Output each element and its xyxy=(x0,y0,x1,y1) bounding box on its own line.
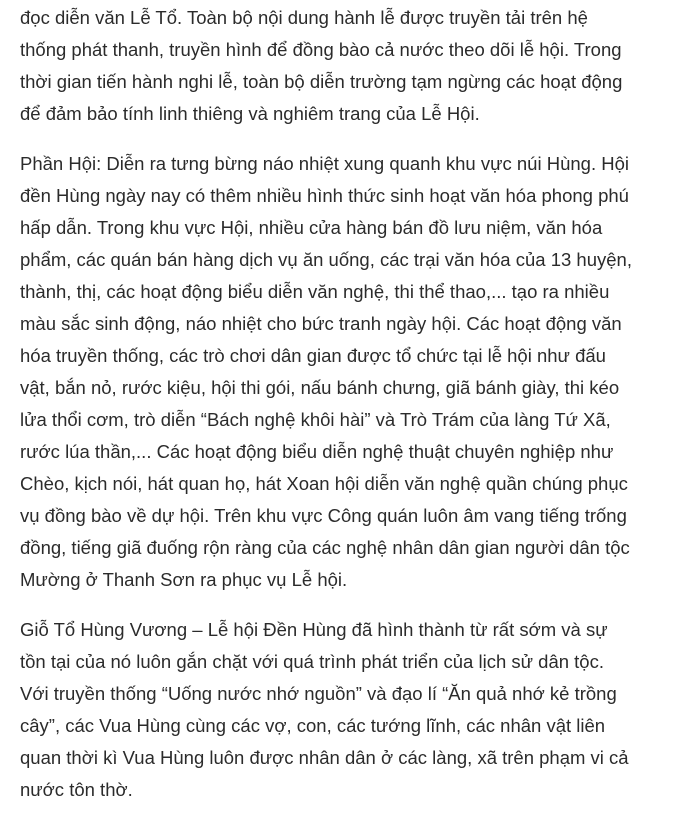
text-line: thời gian tiến hành nghi lễ, toàn bộ diễn trường tạm ngừng các hoạt động xyxy=(20,71,623,92)
text-line: hóa truyền thống, các trò chơi dân gian được tổ chức tại lễ hội như đấu xyxy=(20,345,606,366)
article-body xyxy=(20,2,690,824)
text-line: hấp dẫn. Trong khu vực Hội, nhiều cửa hàng bán đồ lưu niệm, văn hóa xyxy=(20,217,603,238)
text-line: nước tôn thờ. xyxy=(20,779,133,800)
text-line: đền Hùng ngày nay có thêm nhiều hình thức sinh hoạt văn hóa phong phú xyxy=(20,185,629,206)
paragraph-ceremony-end xyxy=(20,2,690,130)
text-line: tồn tại của nó luôn gắn chặt với quá trình phát triển của lịch sử dân tộc. xyxy=(20,651,604,672)
text-line: màu sắc sinh động, náo nhiệt cho bức tranh ngày hội. Các hoạt động văn xyxy=(20,313,622,334)
text-line: vụ đồng bào về dự hội. Trên khu vực Công quán luôn âm vang tiếng trống xyxy=(20,505,627,526)
text-line: Với truyền thống “Uống nước nhớ nguồn” và đạo lí “Ăn quả nhớ kẻ trồng xyxy=(20,683,617,704)
text-line: phẩm, các quán bán hàng dịch vụ ăn uống, các trại văn hóa của 13 huyện, xyxy=(20,249,632,270)
text-line: đọc diễn văn Lễ Tổ. Toàn bộ nội dung hành lễ được truyền tải trên hệ xyxy=(20,7,588,28)
paragraph-hung-kings xyxy=(20,614,690,806)
text-line: Chèo, kịch nói, hát quan họ, hát Xoan hội diễn văn nghệ quần chúng phục xyxy=(20,473,628,494)
text-line: thành, thị, các hoạt động biểu diễn văn nghệ, thi thể thao,... tạo ra nhiều xyxy=(20,281,610,302)
text-line: Phần Hội: Diễn ra tưng bừng náo nhiệt xung quanh khu vực núi Hùng. Hội xyxy=(20,153,629,174)
text-line: Mường ở Thanh Sơn ra phục vụ Lễ hội. xyxy=(20,569,348,590)
text-line: Giỗ Tổ Hùng Vương – Lễ hội Đền Hùng đã hình thành từ rất sớm và sự xyxy=(20,619,608,640)
text-line: lửa thổi cơm, trò diễn “Bách nghệ khôi hài” và Trò Trám của làng Tứ Xã, xyxy=(20,409,611,430)
text-line: cây”, các Vua Hùng cùng các vợ, con, các tướng lĩnh, các nhân vật liên xyxy=(20,715,606,736)
text-line: đồng, tiếng giã đuống rộn ràng của các nghệ nhân dân gian người dân tộc xyxy=(20,537,630,558)
text-line: vật, bắn nỏ, rước kiệu, hội thi gói, nấu bánh chưng, giã bánh giày, thi kéo xyxy=(20,377,620,398)
text-line: thống phát thanh, truyền hình để đồng bào cả nước theo dõi lễ hội. Trong xyxy=(20,39,622,60)
paragraph-festival-part xyxy=(20,148,690,596)
text-line: để đảm bảo tính linh thiêng và nghiêm trang của Lễ Hội. xyxy=(20,103,480,124)
text-line: rước lúa thần,... Các hoạt động biểu diễn nghệ thuật chuyên nghiệp như xyxy=(20,441,614,462)
text-line: quan thời kì Vua Hùng luôn được nhân dân ở các làng, xã trên phạm vi cả xyxy=(20,747,629,768)
